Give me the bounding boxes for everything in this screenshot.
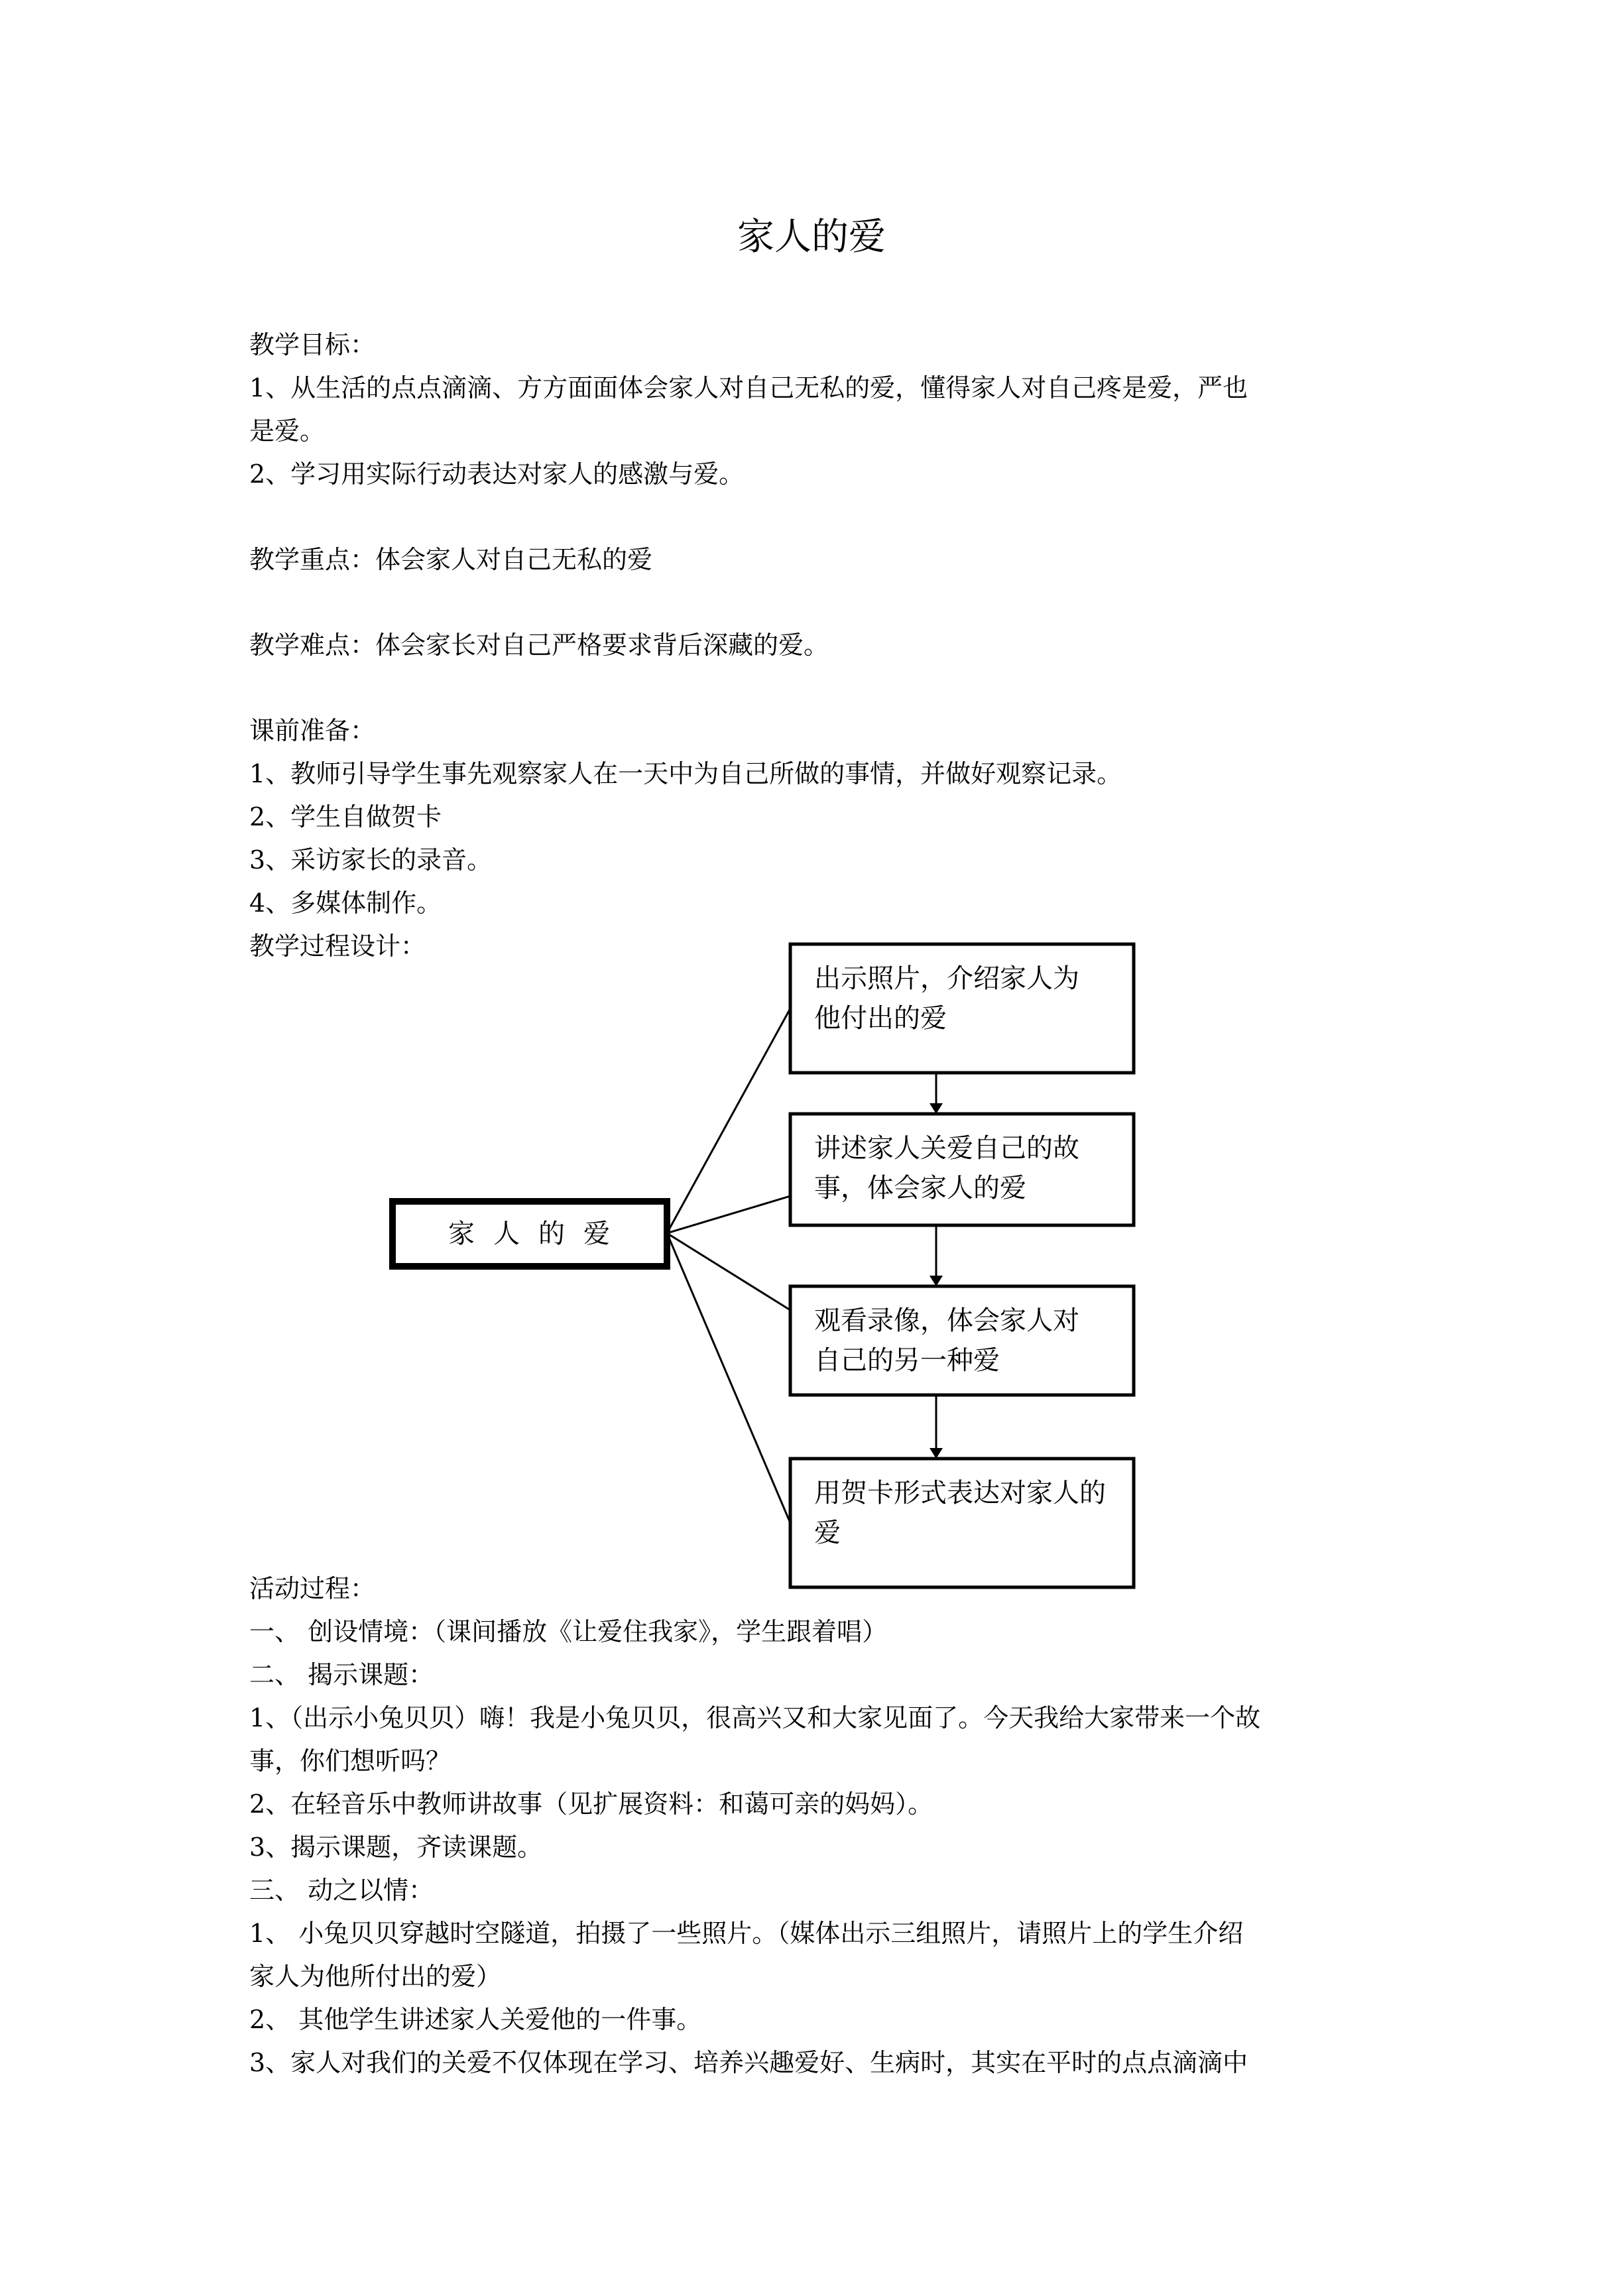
- activity-line: 事，你们想听吗？: [249, 1746, 451, 1776]
- center-box-label: 家人的爱: [448, 1219, 629, 1249]
- process-heading: 教学过程设计：: [249, 932, 426, 961]
- objective-2: 2、学习用实际行动表达对家人的感激与爱。: [249, 459, 745, 489]
- step-4-line-2: 爱: [814, 1518, 841, 1548]
- key-point: 教学重点：体会家人对自己无私的爱: [249, 545, 653, 574]
- preparation-item: 2、学生自做贺卡: [249, 802, 442, 831]
- activity-line: 家人为他所付出的爱）: [249, 1962, 502, 1991]
- step-3-line-1: 观看录像，体会家人对: [814, 1305, 1079, 1336]
- connector-line: [667, 1196, 790, 1233]
- step-2-line-2: 事，体会家人的爱: [814, 1173, 1026, 1203]
- objective-1-line-2: 是爱。: [249, 416, 326, 446]
- activity-line: 一、 创设情境：（课间播放《让爱住我家》，学生跟着唱）: [249, 1617, 888, 1646]
- step-1-line-2: 他付出的爱: [814, 1003, 947, 1034]
- step-3-line-2: 自己的另一种爱: [814, 1345, 1000, 1376]
- objectives-heading: 教学目标：: [249, 330, 376, 359]
- activity-line: 2、在轻音乐中教师讲故事（见扩展资料：和蔼可亲的妈妈）。: [249, 1789, 933, 1819]
- activity-line: 二、 揭示课题：: [249, 1660, 434, 1689]
- connector-line: [667, 1008, 790, 1233]
- activity-line: 3、家人对我们的关爱不仅体现在学习、培养兴趣爱好、生病时，其实在平时的点点滴滴中: [249, 2048, 1248, 2077]
- activity-line: 1、 小兔贝贝穿越时空隧道，拍摄了一些照片。（媒体出示三组照片，请照片上的学生介绍: [249, 1919, 1244, 1948]
- activity-line: 三、 动之以情：: [249, 1876, 434, 1905]
- page-title: 家人的爱: [737, 215, 886, 259]
- difficulty: 教学难点：体会家长对自己严格要求背后深藏的爱。: [249, 631, 829, 660]
- preparation-heading: 课前准备：: [249, 716, 376, 745]
- activity-line: 1、（出示小兔贝贝）嗨！我是小兔贝贝，很高兴又和大家见面了。今天我给大家带来一个故: [249, 1703, 1261, 1732]
- activity-line: 3、揭示课题，齐读课题。: [249, 1833, 543, 1862]
- objective-1-line-1: 1、从生活的点点滴滴、方方面面体会家人对自己无私的爱，懂得家人对自己疼是爱，严也: [249, 373, 1248, 402]
- connector-line: [667, 1233, 790, 1523]
- step-1-line-1: 出示照片，介绍家人为: [814, 963, 1079, 994]
- preparation-item: 1、教师引导学生事先观察家人在一天中为自己所做的事情，并做好观察记录。: [249, 759, 1122, 788]
- activity-line: 2、 其他学生讲述家人关爱他的一件事。: [249, 2005, 702, 2034]
- preparation-item: 3、采访家长的录音。: [249, 845, 493, 875]
- step-4-line-1: 用贺卡形式表达对家人的: [814, 1478, 1106, 1508]
- activity-heading: 活动过程：: [249, 1574, 376, 1603]
- step-2-line-1: 讲述家人关爱自己的故: [814, 1133, 1079, 1164]
- connector-line: [667, 1233, 790, 1310]
- preparation-item: 4、多媒体制作。: [249, 888, 442, 918]
